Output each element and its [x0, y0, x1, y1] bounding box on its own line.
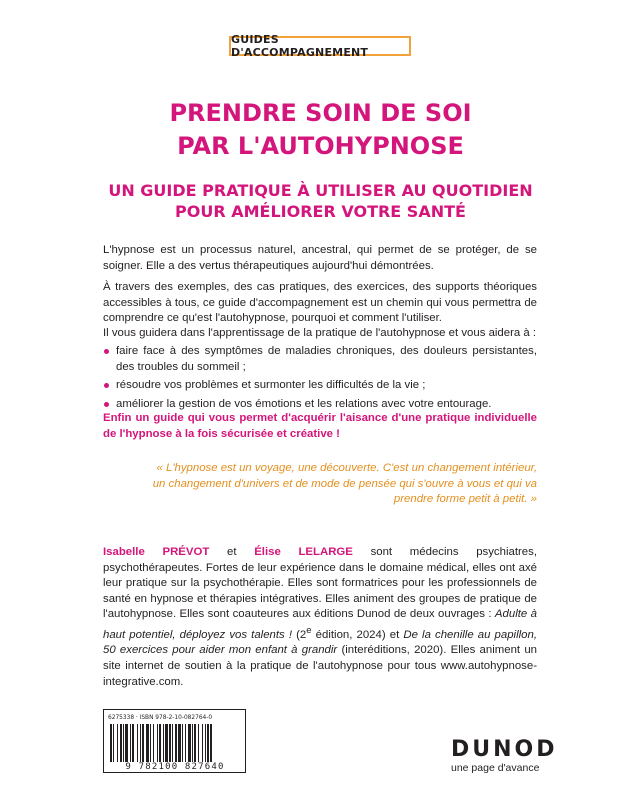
barcode-bar	[159, 724, 161, 762]
barcode-bar	[207, 724, 209, 762]
barcode-bar	[150, 724, 151, 762]
barcode-bar	[188, 724, 191, 762]
author-bio	[103, 545, 537, 690]
barcode-bar	[146, 724, 149, 762]
barcode-bar	[110, 724, 112, 762]
bullet-icon	[104, 402, 109, 407]
barcode-bar	[175, 724, 177, 762]
product-code: 6275338	[108, 713, 135, 721]
publisher-logo: DUNOD	[451, 737, 558, 762]
list-item-text: faire face à des symptômes de maladies chroniques, des douleurs persistantes, des troubles du sommeil ;	[116, 345, 537, 373]
barcode-icon	[110, 724, 241, 762]
bio-superscript: e	[306, 624, 312, 636]
barcode-bar	[117, 724, 118, 762]
barcode-bar	[198, 724, 199, 762]
subtitle-line-2: POUR AMÉLIORER VOTRE SANTÉ	[175, 202, 466, 221]
barcode-bar	[202, 724, 203, 762]
barcode-bar	[163, 724, 164, 762]
series-label: GUIDES D'ACCOMPAGNEMENT	[229, 36, 411, 56]
bullet-icon	[104, 383, 109, 388]
title-line-2: PAR L'AUTOHYPNOSE	[177, 132, 464, 160]
barcode-bar	[123, 724, 124, 762]
title-line-1: PRENDRE SOIN DE SOI	[169, 99, 472, 127]
approach-paragraph: À travers des exemples, des cas pratiques, des exercices, des supports théoriques accessibles à tous, ce guide d'accompagnement est un chemin qui vous permettra de comprendre ce qu'est l'autohypnose, pourquoi et comment l'utiliser.	[103, 281, 537, 325]
barcode-bar	[169, 724, 171, 762]
barcode-bar	[113, 724, 114, 762]
bio-text: et	[209, 546, 255, 558]
benefits-list	[103, 344, 537, 415]
isbn-line: 6275338 · ISBN 978-2-10-082764-0	[108, 713, 213, 721]
subtitle-line-1: UN GUIDE PRATIQUE À UTILISER AU QUOTIDIEN	[108, 181, 533, 200]
barcode-bar	[205, 724, 206, 762]
bio-text: sont médecins psychiatres, psychothérapeutes. Fortes de leur expérience dans le domaine médical, elles ont axé leur pratique sur la psychothérapie. Elles sont formatrices pour les professionnels de santé en hypnose et thérapies intégratives. Elles animent des groupes de pratique de l'autohypnose. Elles sont coauteures aux éditions Dunod de deux ouvrages :	[103, 546, 537, 621]
list-item	[103, 344, 537, 375]
bio-text: (2	[292, 628, 307, 641]
publisher-tagline: une page d'avance	[451, 762, 540, 774]
barcode-bar	[140, 724, 141, 762]
barcode-bar	[137, 724, 138, 762]
barcode-bar	[172, 724, 173, 762]
barcode-bar	[178, 724, 181, 762]
quote: « L'hypnose est un voyage, une découverte. C'est un changement intérieur, un changement d'univers et de mode de pensée qui s'ouvre à vous et qui va prendre forme petit à petit. »	[152, 462, 537, 506]
barcode-bar	[130, 724, 131, 762]
isbn-number: ISBN 978-2-10-082764-0	[139, 713, 213, 721]
barcode-bar	[157, 724, 158, 762]
barcode-bar	[132, 724, 134, 762]
barcode-bar	[153, 724, 154, 762]
bio-text: édition, 2024) et	[311, 628, 404, 641]
guide-paragraph: Il vous guidera dans l'apprentissage de la pratique de l'autohypnose et vous aidera à :	[103, 327, 537, 339]
bio-text: (interéditions, 2020). Elles animent un site internet de soutien à la pratique de l'autohypnose pour tous www.autohypnose-integrative.com.	[103, 644, 537, 688]
barcode-bar	[125, 724, 128, 762]
barcode-bar	[142, 724, 144, 762]
ean-digits: 9 782100 827640	[125, 762, 225, 772]
barcode-bar	[120, 724, 122, 762]
barcode-bar	[192, 724, 193, 762]
barcode-bar	[165, 724, 168, 762]
barcode-bar	[185, 724, 186, 762]
barcode-bar	[194, 724, 196, 762]
bullet-icon	[104, 349, 109, 354]
barcode-box	[103, 709, 246, 773]
highlight-paragraph: Enfin un guide qui vous permet d'acquérir l'aisance d'une pratique individuelle de l'hypnose à la fois sécurisée et créative !	[103, 412, 537, 440]
list-item-text: améliorer la gestion de vos émotions et les relations avec votre entourage.	[116, 397, 492, 410]
barcode-bar	[182, 724, 183, 762]
barcode-bar	[210, 724, 212, 762]
book-title-1: Adulte à haut potentiel, déployez vos talents !	[103, 608, 537, 641]
author-name-2: Élise LELARGE	[254, 546, 353, 558]
list-item-text: résoudre vos problèmes et surmonter les difficultés de la vie ;	[116, 379, 426, 392]
list-item	[103, 378, 537, 394]
intro-paragraph: L'hypnose est un processus naturel, ancestral, qui permet de se protéger, de se soigner. Elle a des vertus thérapeutiques aujourd'hui démontrées.	[103, 244, 537, 272]
book-title-2: De la chenille au papillon, 50 exercices pour aider mon enfant à grandir	[103, 628, 537, 657]
author-name-1: Isabelle PRÉVOT	[103, 546, 210, 558]
